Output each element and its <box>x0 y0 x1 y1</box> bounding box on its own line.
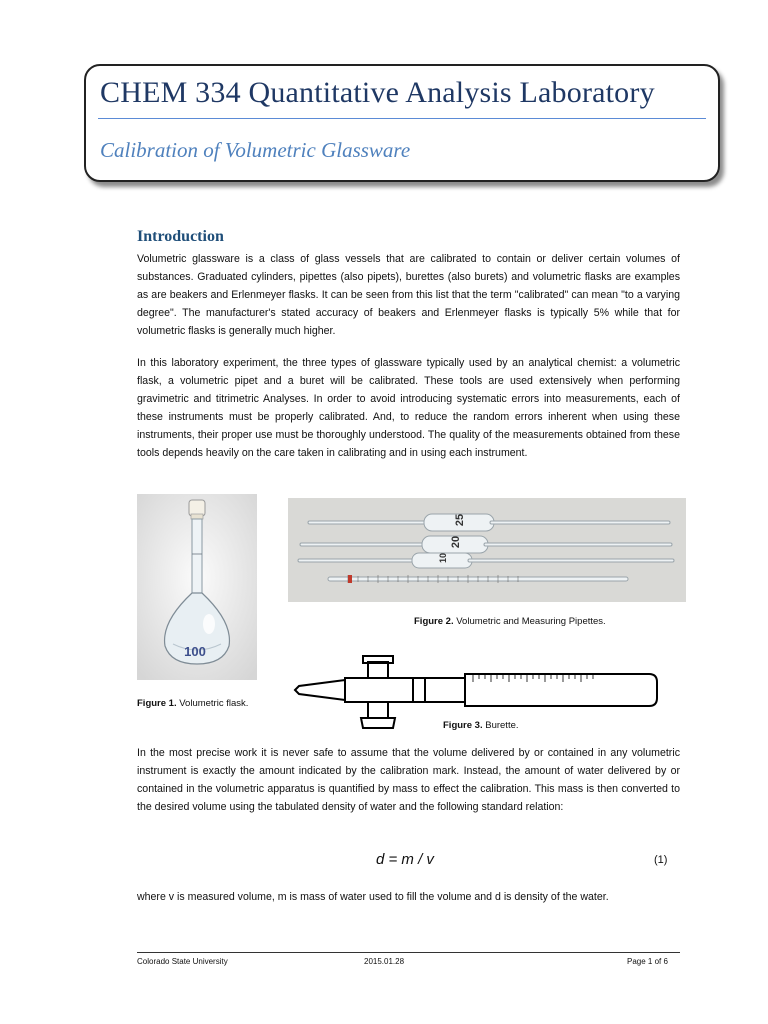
paragraph-calibration: In the most precise work it is never safe to assume that the volume delivered by or contained in any volumetric instrument is exactly the amount indicated by the calibration mark. Instead, the amount of water delivered by or contained in the volumetric apparatus is quantified by mass to effect the calibration. This mass is then converted to the desired volume using the tabulated density of water and the following standard relation: <box>137 747 680 814</box>
paragraph-intro-2: In this laboratory experiment, the three types of glassware typically used by an analytical chemist: a volumetric flask, a volumetric pipet and a buret will be calibrated. These tools are used extensively when performing gravimetric and titrimetric Analyses. In order to avoid introducing systematic errors into measurements, each of these instruments must be properly calibrated. And, to reduce the random errors inherent when using these instruments, their proper use must be thoroughly understood. The quality of the measurements obtained from these tools depends heavily on the care taken in calibrating and in using each instrument. <box>137 357 680 460</box>
flask-volume-mark: 100 <box>184 644 206 659</box>
document-title: CHEM 334 Quantitative Analysis Laboratory <box>100 76 655 109</box>
equation-number: (1) <box>654 854 668 866</box>
figure-1-caption <box>137 698 248 709</box>
figure-2-label: Figure 2. <box>414 616 454 627</box>
figure-2-caption <box>414 616 606 627</box>
paragraph-intro-1: Volumetric glassware is a class of glass vessels that are calibrated to contain or deliver certain volumes of substances. Graduated cylinders, pipettes (also pipets), burettes (also burets) and volumetric flasks are examples as are beakers and Erlenmeyer flasks. It can be seen from this list that the term "calibrated" can mean "to a varying degree". The manufacturer's stated accuracy of beakers and Erlenmeyer flasks is typically 5% while that for volumetric flasks is generally much higher. <box>137 253 680 338</box>
figure-1-label: Figure 1. <box>137 698 177 709</box>
footer-divider <box>137 952 680 953</box>
figure-2-text: Volumetric and Measuring Pipettes. <box>456 616 606 627</box>
pipettes-figure <box>288 498 686 602</box>
footer-page-number: Page 1 of 6 <box>627 957 668 966</box>
title-divider <box>98 118 706 119</box>
figure-3-label: Figure 3. <box>443 720 483 731</box>
pipette-mark-10: 10 <box>438 552 448 564</box>
paragraph-equation-explanation: where v is measured volume, m is mass of water used to fill the volume and d is density of the water. <box>137 891 609 903</box>
section-heading-introduction: Introduction <box>137 228 224 245</box>
title-box <box>84 64 720 182</box>
figure-3-text: Burette. <box>485 720 519 731</box>
footer-date: 2015.01.28 <box>364 957 405 966</box>
volumetric-flask-figure <box>137 494 257 680</box>
pipette-mark-20: 20 <box>450 535 462 549</box>
pipette-mark-25: 25 <box>454 513 466 527</box>
document-subtitle: Calibration of Volumetric Glassware <box>100 138 411 162</box>
footer-institution: Colorado State University <box>137 957 228 966</box>
density-equation: d = m / v <box>376 851 434 868</box>
figure-3-caption <box>443 720 519 731</box>
figure-1-text: Volumetric flask. <box>179 698 249 709</box>
